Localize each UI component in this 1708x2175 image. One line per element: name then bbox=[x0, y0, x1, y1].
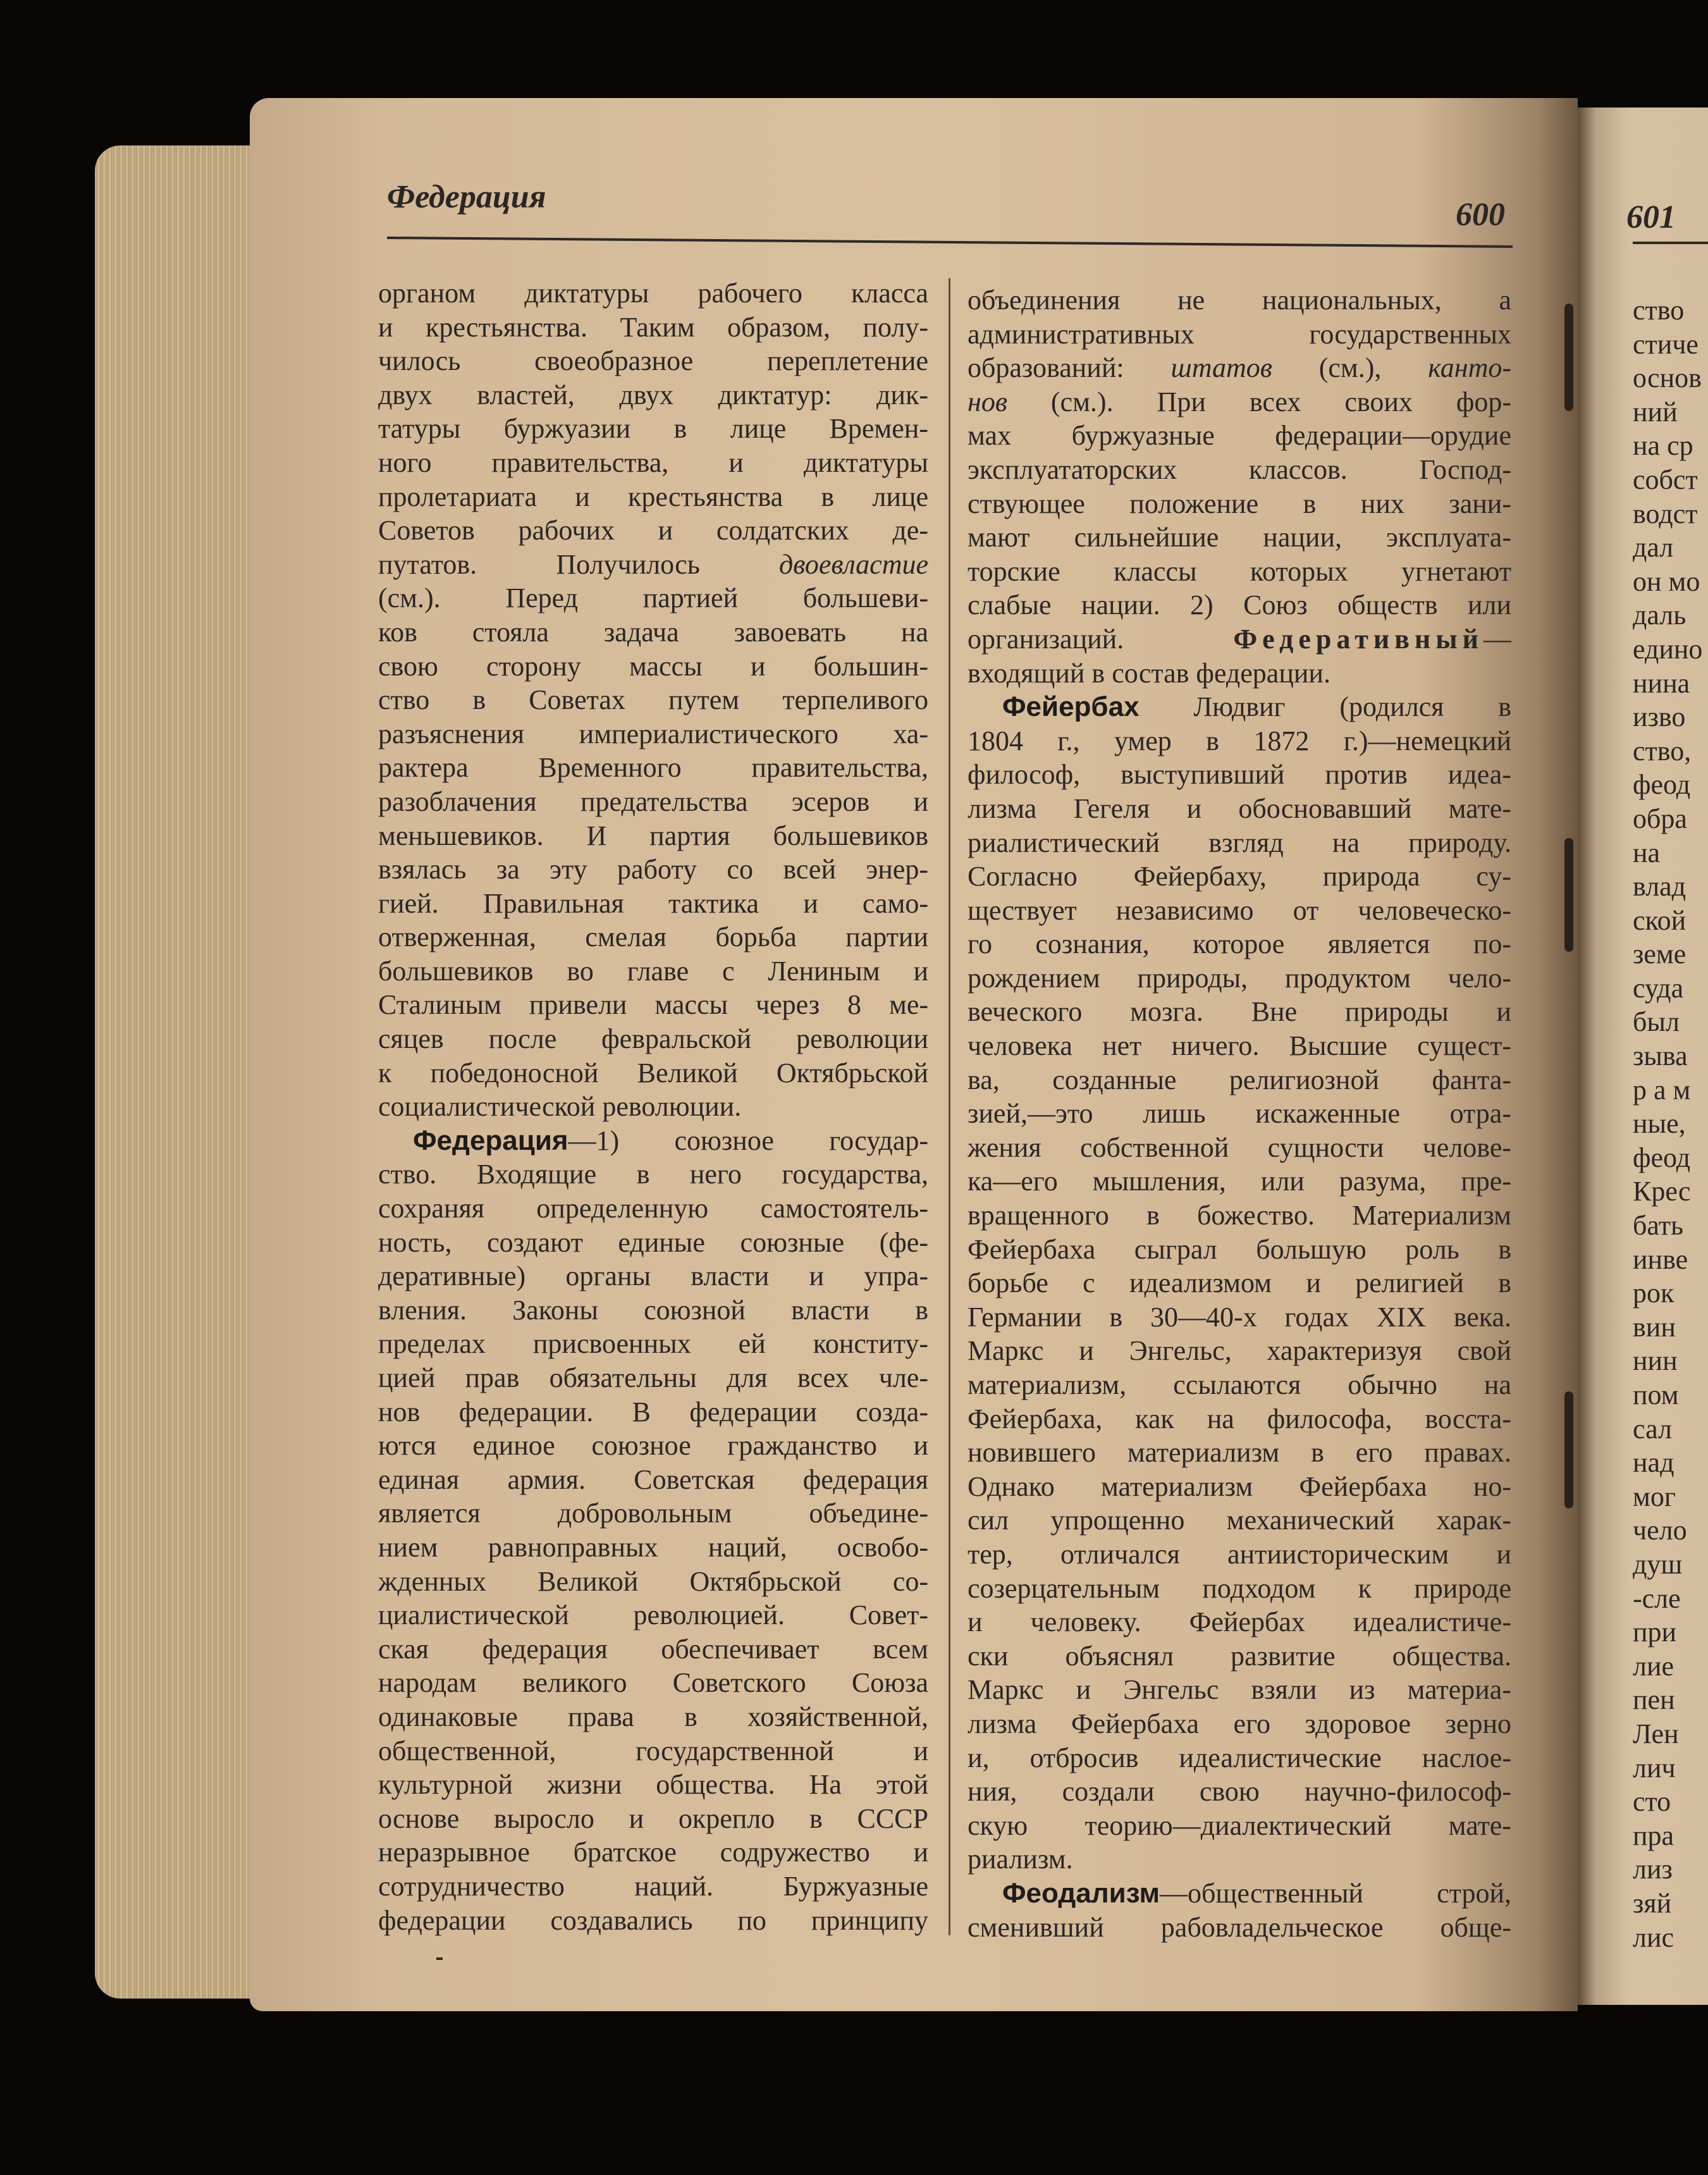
text-line: пра bbox=[1633, 1820, 1674, 1851]
text-line: нием равноправных наций, освобо- bbox=[378, 1531, 928, 1563]
text-line: сохраняя определенную самостоятель- bbox=[378, 1193, 928, 1224]
text-line: на bbox=[1633, 837, 1661, 868]
text-line: мают сильнейшие нации, эксплуата- bbox=[968, 522, 1511, 553]
term-kantonov: канто- bbox=[1428, 352, 1511, 384]
text-line: ного правительства, и диктатуры bbox=[378, 447, 928, 478]
running-head: Федерация bbox=[387, 179, 546, 215]
text-line: эксплуататорских классов. Господ- bbox=[968, 453, 1511, 485]
text-line: обра bbox=[1633, 803, 1687, 834]
text-line: ской bbox=[1633, 904, 1686, 936]
term-federativny: Федеративный bbox=[1233, 623, 1484, 655]
text-line: взялась за эту работу со всей энер- bbox=[378, 854, 928, 885]
text-line: вращенного в божество. Материализм bbox=[968, 1200, 1511, 1231]
text-run: (см.), bbox=[1318, 352, 1382, 384]
text-line: изво bbox=[1633, 701, 1686, 733]
text-line: ются единое союзное гражданство и bbox=[378, 1430, 928, 1462]
text-line: основ bbox=[1633, 362, 1702, 394]
text-line: влад bbox=[1633, 871, 1686, 903]
text-line: лизма Фейербаха его здоровое зерно bbox=[968, 1708, 1511, 1739]
text-line: зией,—это лишь искаженные отра- bbox=[968, 1098, 1511, 1130]
ink-mark bbox=[436, 1957, 443, 1960]
column-divider bbox=[949, 278, 950, 1935]
page-number-left: 600 bbox=[1456, 197, 1505, 233]
header-rule-right bbox=[1633, 242, 1708, 244]
text-run: 1) союзное государ- bbox=[596, 1124, 928, 1156]
text-line: сто bbox=[1633, 1786, 1671, 1818]
text-line: лизма Гегеля и обосновавший мате- bbox=[968, 792, 1511, 824]
text-line: и человеку. Фейербах идеалистиче- bbox=[968, 1606, 1511, 1638]
text-line bbox=[968, 351, 1511, 385]
text-line: ство. Входящие в него государства, bbox=[378, 1159, 928, 1190]
text-line: пределах присвоенных ей конститу- bbox=[378, 1328, 928, 1360]
text-run: —общественный строй, bbox=[1160, 1877, 1511, 1909]
text-line bbox=[968, 690, 1511, 724]
text-line: пом bbox=[1633, 1379, 1679, 1410]
text-line: зыва bbox=[1633, 1040, 1688, 1072]
text-line: едино bbox=[1633, 633, 1703, 665]
text-line: зяй bbox=[1633, 1887, 1672, 1919]
text-line: -сле bbox=[1633, 1582, 1681, 1614]
text-line: материализм, ссылаются обычно на bbox=[968, 1369, 1511, 1400]
text-line: сяцев после февральской революции bbox=[378, 1023, 928, 1055]
text-run: (см.). При всех своих фор- bbox=[1050, 386, 1511, 417]
text-line: федерации создавались по принципу bbox=[378, 1904, 928, 1936]
text-line: стиче bbox=[1633, 328, 1699, 360]
text-line: на ср bbox=[1633, 430, 1693, 462]
text-column-1 bbox=[378, 276, 928, 1937]
text-line: инве bbox=[1633, 1243, 1688, 1275]
text-line: административных государственных bbox=[968, 318, 1511, 350]
text-line: ски объяснял развитие общества. bbox=[968, 1640, 1511, 1672]
text-line: нин bbox=[1633, 1345, 1678, 1377]
text-run: Людвиг (родился в bbox=[1193, 691, 1511, 723]
text-line: Германии в 30—40-х годах XIX века. bbox=[968, 1301, 1511, 1333]
text-line: созерцательным подходом к природе bbox=[968, 1572, 1511, 1604]
text-line: сал bbox=[1633, 1413, 1672, 1445]
text-line: Маркс и Энгельс, характеризуя свой bbox=[968, 1335, 1511, 1367]
text-line: Лен bbox=[1633, 1718, 1679, 1749]
text-line: лис bbox=[1633, 1921, 1674, 1953]
text-line bbox=[378, 548, 928, 582]
term-shtatov: штатов bbox=[1170, 352, 1272, 384]
text-line: философ, выступивший против идеа- bbox=[968, 759, 1511, 791]
text-line: риализм. bbox=[968, 1844, 1073, 1875]
text-line: рок bbox=[1633, 1278, 1674, 1309]
text-line: входящий в состав федерации. bbox=[968, 657, 1330, 689]
text-line: феод bbox=[1633, 1142, 1691, 1173]
text-line: рождением природы, продуктом чело- bbox=[968, 962, 1511, 994]
text-line: 1804 г., умер в 1872 г.)—немецкий bbox=[968, 725, 1511, 756]
text-line: чилось своеобразное переплетение bbox=[378, 345, 928, 377]
text-line: р а м bbox=[1633, 1074, 1691, 1106]
text-line: двух властей, двух диктатур: дик- bbox=[378, 379, 928, 410]
text-line: ка—его мышления, или разума, пре- bbox=[968, 1166, 1511, 1197]
text-line: был bbox=[1633, 1006, 1680, 1038]
text-line: Согласно Фейербаху, природа су- bbox=[968, 861, 1511, 892]
text-line: сил упрощенно механический харак- bbox=[968, 1505, 1511, 1536]
text-line: ство bbox=[1633, 295, 1685, 326]
text-line: веческого мозга. Вне природы и bbox=[968, 996, 1511, 1028]
text-line: душ bbox=[1633, 1548, 1683, 1580]
text-line: сотрудничество наций. Буржуазные bbox=[378, 1870, 928, 1902]
text-line: Крес bbox=[1633, 1176, 1691, 1207]
text-line: мах буржуазные федерации—орудие bbox=[968, 420, 1511, 452]
text-line: жденных Великой Октябрьской со- bbox=[378, 1565, 928, 1597]
text-column-right-page bbox=[1633, 293, 1708, 1954]
text-run: — bbox=[1484, 623, 1511, 655]
term-dvoevlastie: двоевластие bbox=[779, 548, 928, 580]
text-line: к победоносной Великой Октябрьской bbox=[378, 1057, 928, 1088]
text-line: социалистической революции. bbox=[378, 1091, 742, 1123]
text-run: путатов. Получилось bbox=[378, 548, 700, 580]
text-line: большевиков во главе с Лениным и bbox=[378, 955, 928, 987]
text-line: единая армия. Советская федерация bbox=[378, 1463, 928, 1495]
text-line: вления. Законы союзной власти в bbox=[378, 1294, 928, 1326]
text-line: го сознания, которое является по- bbox=[968, 928, 1511, 960]
text-line: сменивший рабовладельческое обще- bbox=[968, 1911, 1511, 1943]
text-line: цией прав обязательны для всех чле- bbox=[378, 1362, 928, 1393]
text-line: мог bbox=[1633, 1481, 1676, 1512]
text-line bbox=[968, 385, 1511, 419]
text-line: Сталиным привели массы через 8 ме- bbox=[378, 989, 928, 1021]
text-line: Фейербаха сыграл большую роль в bbox=[968, 1233, 1511, 1265]
text-line: отверженная, смелая борьба партии bbox=[378, 921, 928, 953]
text-line: феод bbox=[1633, 769, 1691, 801]
text-line: он мо bbox=[1633, 565, 1700, 597]
entry-headword-feierbakh: Фейербах bbox=[1002, 691, 1140, 723]
text-line: борьбе с идеализмом и религией в bbox=[968, 1267, 1511, 1299]
text-line: земе bbox=[1633, 939, 1686, 970]
text-line: ство, bbox=[1633, 735, 1692, 767]
text-line: и крестьянства. Таким образом, полу- bbox=[378, 311, 928, 343]
text-line: ская федерация обеспечивает всем bbox=[378, 1633, 928, 1665]
text-line: основе выросло и окрепло в СССР bbox=[378, 1802, 928, 1834]
text-line bbox=[968, 622, 1511, 656]
text-line: риалистический взгляд на природу. bbox=[968, 827, 1511, 858]
text-line: тер, отличался антиисторическим и bbox=[968, 1538, 1511, 1570]
text-line: (см.). Перед партией большеви- bbox=[378, 582, 928, 614]
text-line: одинаковые права в хозяйственной, bbox=[378, 1701, 928, 1732]
text-run: образований: bbox=[968, 352, 1124, 384]
text-line: скую теорию—диалектический мате- bbox=[968, 1809, 1511, 1841]
text-line: вин bbox=[1633, 1311, 1676, 1343]
text-line: лич bbox=[1633, 1752, 1676, 1784]
text-line: ния, создали свою научно-философ- bbox=[968, 1776, 1511, 1808]
text-line: даль bbox=[1633, 600, 1686, 631]
term-kantonov-end: нов bbox=[968, 386, 1007, 417]
text-line: Советов рабочих и солдатских де- bbox=[378, 515, 928, 546]
text-line: суда bbox=[1633, 972, 1684, 1004]
text-run: организаций. bbox=[968, 623, 1124, 655]
text-line: ство в Советах путем терпеливого bbox=[378, 684, 928, 716]
text-line: лиз bbox=[1633, 1854, 1673, 1885]
entry-headword-federatsiya: Федерация bbox=[413, 1124, 568, 1156]
text-line: циалистической революцией. Совет- bbox=[378, 1599, 928, 1631]
text-line: ные, bbox=[1633, 1108, 1686, 1140]
text-line: ков стояла задача завоевать на bbox=[378, 616, 928, 648]
binding-clip bbox=[1564, 1391, 1573, 1508]
text-line: является добровольным объедине- bbox=[378, 1498, 928, 1529]
text-run: — bbox=[568, 1124, 596, 1156]
text-column-2 bbox=[968, 283, 1511, 1944]
binding-clip bbox=[1564, 304, 1573, 411]
text-line: народам великого Советского Союза bbox=[378, 1667, 928, 1699]
text-line: татуры буржуазии в лице Времен- bbox=[378, 413, 928, 445]
text-line: жения собственной сущности челове- bbox=[968, 1131, 1511, 1163]
text-line: ствующее положение в них зани- bbox=[968, 488, 1511, 519]
text-line: нов федерации. В федерации созда- bbox=[378, 1396, 928, 1427]
text-line: новившего материализм в его правах. bbox=[968, 1437, 1511, 1469]
text-line: разъяснения империалистического ха- bbox=[378, 718, 928, 749]
text-line: общественной, государственной и bbox=[378, 1735, 928, 1766]
text-line: ществует независимо от человеческо- bbox=[968, 894, 1511, 926]
text-line: гией. Правильная тактика и само- bbox=[378, 887, 928, 919]
text-line: ва, созданные религиозной фанта- bbox=[968, 1064, 1511, 1095]
binding-clip bbox=[1564, 838, 1573, 952]
text-line: нина bbox=[1633, 667, 1690, 699]
text-line: чело bbox=[1633, 1515, 1687, 1546]
text-line: дал bbox=[1633, 532, 1674, 564]
text-line: деративные) органы власти и упра- bbox=[378, 1260, 928, 1292]
text-line bbox=[968, 1876, 1511, 1911]
text-line: рактера Временного правительства, bbox=[378, 752, 928, 784]
text-line bbox=[378, 1124, 928, 1158]
text-line: Маркс и Энгельс взяли из материа- bbox=[968, 1674, 1511, 1706]
text-line: разоблачения предательства эсеров и bbox=[378, 786, 928, 817]
page-number-right: 601 bbox=[1626, 199, 1676, 235]
entry-headword-feodalizm: Феодализм bbox=[1002, 1877, 1160, 1909]
text-line: органом диктатуры рабочего класса bbox=[378, 278, 928, 309]
text-line: над bbox=[1633, 1447, 1674, 1479]
text-line: культурной жизни общества. На этой bbox=[378, 1769, 928, 1801]
text-line: меньшевиков. И партия большевиков bbox=[378, 820, 928, 851]
text-line: лие bbox=[1633, 1650, 1674, 1682]
text-line: и, отбросив идеалистические наслое- bbox=[968, 1742, 1511, 1773]
text-line: человека нет ничего. Высшие сущест- bbox=[968, 1030, 1511, 1062]
text-line: Однако материализм Фейербаха но- bbox=[968, 1470, 1511, 1502]
text-line: ний bbox=[1633, 396, 1678, 428]
text-line: Фейербаха, как на философа, восста- bbox=[968, 1403, 1511, 1434]
text-line: слабые нации. 2) Союз обществ или bbox=[968, 589, 1511, 621]
text-line: неразрывное братское содружество и bbox=[378, 1837, 928, 1868]
text-line: при bbox=[1633, 1617, 1677, 1648]
text-line: бать bbox=[1633, 1210, 1684, 1242]
text-line: ность, создают единые союзные (фе- bbox=[378, 1226, 928, 1258]
text-line: пролетариата и крестьянства в лице bbox=[378, 481, 928, 512]
text-line: свою сторону массы и большин- bbox=[378, 650, 928, 682]
text-line: пен bbox=[1633, 1684, 1675, 1716]
text-line: водст bbox=[1633, 498, 1698, 529]
text-line: собст bbox=[1633, 464, 1698, 495]
text-line: объединения не национальных, а bbox=[968, 285, 1511, 316]
text-line: торские классы которых угнетают bbox=[968, 555, 1511, 587]
